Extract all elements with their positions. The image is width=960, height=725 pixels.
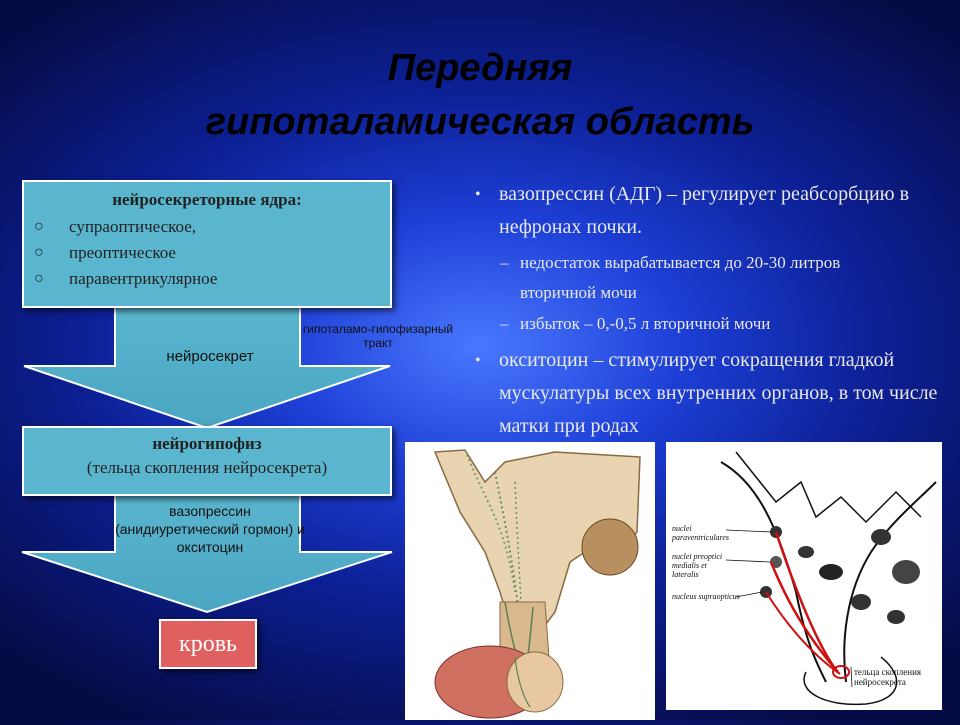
arrow-hormones-label: вазопрессин (анидиуретический гормон) и окситоцин xyxy=(115,503,305,555)
circle-bullet-icon: ○ xyxy=(34,218,44,235)
blood-box: кровь xyxy=(159,619,257,669)
dash-icon: – xyxy=(500,253,509,272)
nuclei-box xyxy=(22,180,392,308)
nuclei-list xyxy=(24,214,390,292)
sub-bullet-text: недостаток вырабатывается до 20-30 литров вторичной мочи xyxy=(520,253,841,302)
nuclei-item-preoptic: преоптическое xyxy=(69,243,176,262)
neurohypophysis-box xyxy=(22,426,392,496)
label-bodies: тельца скопления нейросекрета xyxy=(854,667,922,687)
nuclei-header: нейросекреторные ядра: xyxy=(112,190,302,209)
slide-title-line1: Передняя xyxy=(387,47,573,89)
list-item xyxy=(34,266,390,292)
bullet-dot-icon: • xyxy=(475,186,481,203)
bullet-vasopressin xyxy=(475,178,945,244)
circle-bullet-icon: ○ xyxy=(34,270,44,287)
neurohypophysis-subtitle: (тельца скопления нейросекрета) xyxy=(86,458,328,477)
bullet-text: окситоцин – стимулирует сокращения гладкой мускулатуры всех внутренних органов, в том числе матки при родах xyxy=(499,349,938,437)
circle-bullet-icon: ○ xyxy=(34,244,44,261)
dash-icon: – xyxy=(500,314,509,333)
slide-title-line2: гипоталамическая область xyxy=(205,101,755,143)
bullet-text: вазопрессин (АДГ) – регулирует реабсорбцию в нефронах почки. xyxy=(499,183,910,238)
list-item xyxy=(34,240,390,266)
nuclei-item-paraventricular: паравентрикулярное xyxy=(69,269,218,288)
nuclei-item-supraoptic: супраоптическое, xyxy=(69,217,197,236)
sub-bullet-deficit xyxy=(500,248,920,308)
pituitary-illustration xyxy=(405,442,655,720)
label-paraventricular: nuclei paraventriculares xyxy=(672,524,730,542)
neurohypophysis-header: нейрогипофиз xyxy=(152,434,262,453)
bullet-oxytocin xyxy=(475,344,955,443)
bullet-dot-icon: • xyxy=(475,352,481,369)
sub-bullet-excess xyxy=(500,310,920,338)
label-preoptic: nuclei preoptici medialis et lateralis xyxy=(672,552,723,579)
tract-label: гипоталамо-гипофизарный тракт xyxy=(302,322,454,350)
list-item xyxy=(34,214,390,240)
sub-bullet-text: избыток – 0,-0,5 л вторичной мочи xyxy=(520,314,771,333)
label-supraoptic: nucleus supraopticus xyxy=(672,592,740,601)
hypothalamus-schematic xyxy=(666,442,942,710)
arrow-neurosecret-label: нейросекрет xyxy=(166,348,254,365)
